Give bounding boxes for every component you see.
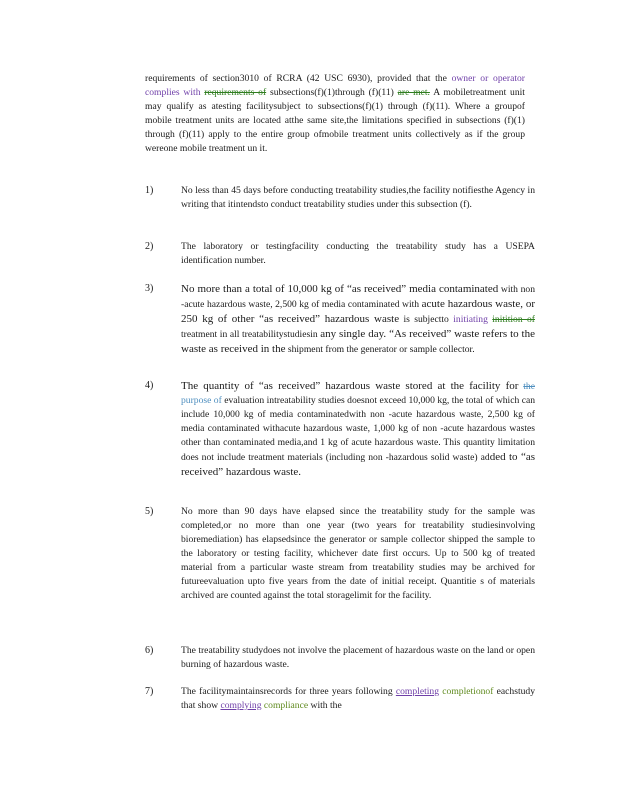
item-text: The quantity of “as received” hazardous waste stored at the facility for the purpose of evaluation intreatability studies doesnot exceed 10,000 kg, the total of which can include 10,000 kg of media contaminatedwith non -acute hazardous waste, 2,500 kg of media contaminated withacute hazardous waste, 1,000 kg of non -acute hazardous wastes other than contaminated media,and 1 kg of acute hazardous waste. This quantity limitation does not include treatment materials (including non -hazardous solid waste) added to “as received” hazardous waste. xyxy=(181,380,536,478)
intro-paragraph xyxy=(145,72,525,156)
item-text: The facilitymaintainsrecords for three years following completing completionof eachstudy that show complying compliance with the xyxy=(181,686,536,711)
inserted-text: purpose of xyxy=(181,395,222,406)
inserted-text: completing xyxy=(395,686,440,697)
item-text: The laboratory or testingfacility conducting the treatability study has a USEPA identification number. xyxy=(181,241,535,266)
item-text: The treatability studydoes not involve the placement of hazardous waste on the land or open burning of hazardous waste. xyxy=(181,645,535,670)
deleted-text: initition of xyxy=(492,314,536,325)
deleted-text: the xyxy=(523,381,535,392)
inserted-text: compliance xyxy=(263,700,309,711)
item-text: No less than 45 days before conducting treatability studies,the facility notifiesthe Agency in writing that itintendsto conduct treatability studies under this subsection (f). xyxy=(181,185,535,210)
item-number: 4) xyxy=(145,380,154,391)
item-text: No more than a total of 10,000 kg of “as received” media contaminated with non -acute hazardous waste, 2,500 kg of media contaminated with acute hazardous waste, or 250 kg of other “as received” hazardous waste is subjectto initiating initition of treatment in all treatabilitystudiesin any single day. “As received” waste refers to the waste as received in the shipment from the generator or sample collector. xyxy=(181,283,536,355)
intro-text-3: A mobiletreatment unit may qualify as atesting facilitysubject to subsections(f)(1) through (f)(11). Where a groupof mobile treatment units are located atthe same site,the limitations specified in subsections (f)(1) through (f)(11) apply to the entire group ofmobile treatment units collectively as if the group wereone mobile treatment un it. xyxy=(145,87,525,154)
item-number: 5) xyxy=(145,506,154,517)
item-number: 6) xyxy=(145,645,154,656)
item-text: No more than 90 days have elapsed since the treatability study for the sample was completed,or no more than one year (two years for treatability studiesinvolving bioremediation) has elapsedsince the generator or sample collector shipped the sample to the laboratory or testing facility, whichever date first occurs. Up to 500 kg of treated material from a particular waste stream from treatability studies may be archived for futureevaluation upto five years from the date of initial receipt. Quantitie s of materials archived are counted against the total storagelimit for the facility. xyxy=(181,506,535,601)
deleted-text: requirements of xyxy=(204,87,267,98)
item-number: 1) xyxy=(145,185,154,196)
intro-text-2: subsections(f)(1)through (f)(11) xyxy=(266,87,398,98)
inserted-text: initiating xyxy=(453,314,488,325)
intro-text-1: requirements of section3010 of RCRA (42 USC 6930), provided that the xyxy=(145,73,452,84)
item-number: 2) xyxy=(145,241,154,252)
inserted-text: complying xyxy=(220,700,262,711)
inserted-text: owner or operator complies with xyxy=(145,73,525,98)
item-number: 3) xyxy=(145,283,154,294)
inserted-text: completionof xyxy=(442,686,494,697)
item-number: 7) xyxy=(145,686,154,697)
deleted-text: are met. xyxy=(397,87,430,98)
